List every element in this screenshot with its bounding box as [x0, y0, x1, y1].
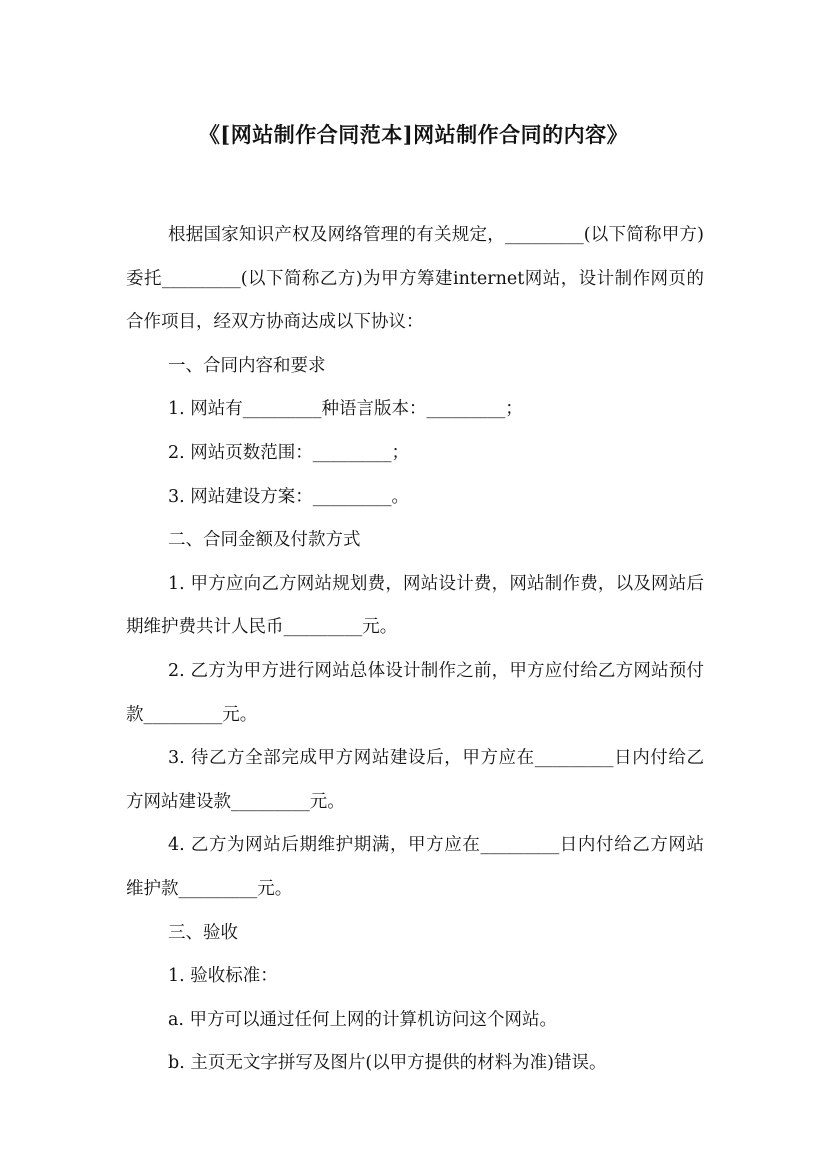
list-item-page-range: 2. 网站页数范围：_________；	[168, 442, 410, 463]
document-body	[126, 214, 704, 1086]
paragraph-intro: 根据国家知识产权及网络管理的有关规定，_________(以下简称甲方)委托_________(以下简称乙方)为甲方筹建internet网站，设计制作网页的合作项目，经双方协商达成以下协议：	[126, 225, 704, 333]
list-item-access-requirement: a. 甲方可以通过任何上网的计算机访问这个网站。	[168, 1009, 558, 1030]
section-heading-acceptance: 三、验收	[168, 922, 238, 943]
list-item-advance-payment: 2. 乙方为甲方进行网站总体设计制作之前，甲方应付给乙方网站预付款_________元。	[126, 660, 704, 725]
list-item-construction-payment: 3. 待乙方全部完成甲方网站建设后，甲方应在_________日内付给乙方网站建设款_________元。	[126, 748, 704, 812]
section-heading-payment: 二、合同金额及付款方式	[168, 530, 361, 551]
list-item-acceptance-standard: 1. 验收标准：	[168, 966, 278, 987]
list-item-construction-plan: 3. 网站建设方案：_________。	[168, 486, 410, 507]
document-title: 《[网站制作合同范本]网站制作合同的内容》	[198, 122, 629, 147]
list-item-no-errors-requirement: b. 主页无文字拼写及图片(以甲方提供的材料为准)错误。	[168, 1053, 607, 1074]
list-item-maintenance-payment: 4. 乙方为网站后期维护期满，甲方应在_________日内付给乙方网站维护款_________元。	[126, 835, 704, 899]
list-item-total-fee: 1. 甲方应向乙方网站规划费，网站设计费，网站制作费，以及网站后期维护费共计人民币_________元。	[126, 573, 704, 638]
section-heading-contract-content: 一、合同内容和要求	[168, 355, 326, 376]
list-item-language-versions: 1. 网站有_________种语言版本：_________；	[168, 399, 523, 420]
